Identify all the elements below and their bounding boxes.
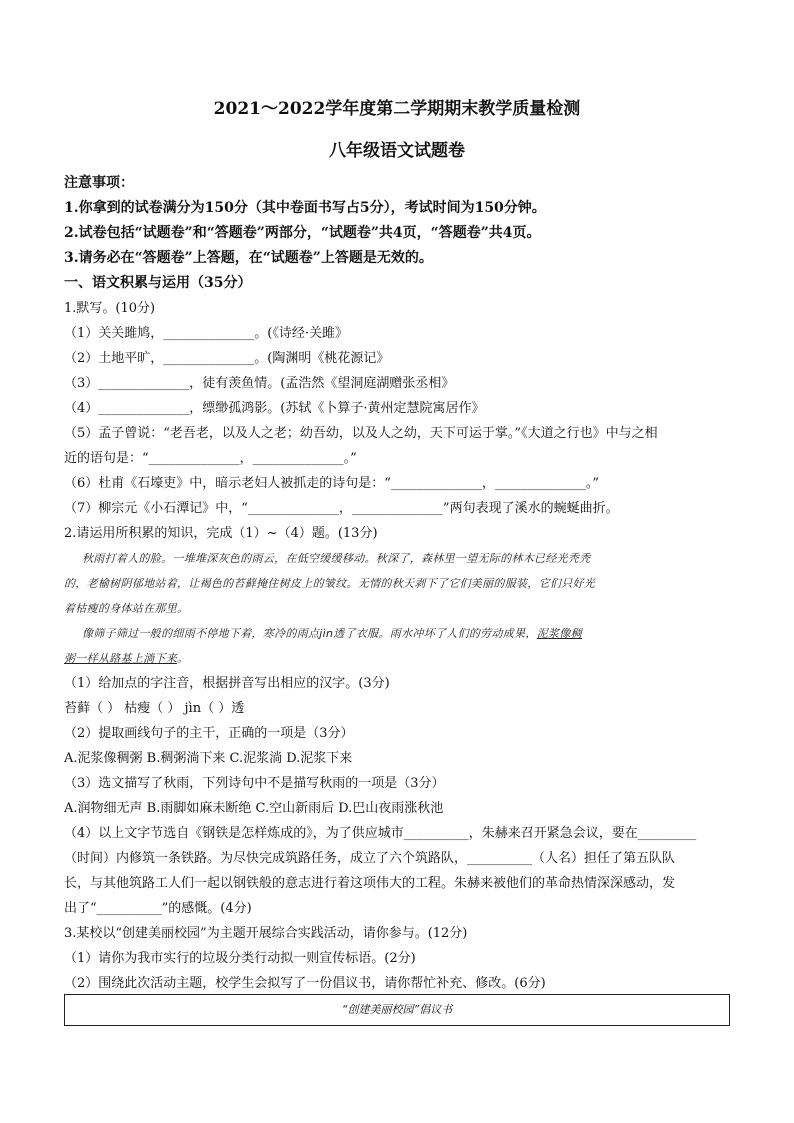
q2-sub-4a: （4）以上文字节选自《钢铁是怎样炼成的》，为了供应城市__________，朱赫来召开紧急会议，要在_________ <box>64 826 697 841</box>
passage-line: 秋雨打着人的脸。一堆堆深灰色的雨云，在低空缓缓移动。秋深了，森林里一望无际的林木已经光秃秃 <box>82 552 591 565</box>
q1-line-3: （3）______________，徒有羡鱼情。(孟浩然《望洞庭湖赠张丞相》 <box>64 376 455 391</box>
exam-subtitle: 八年级语文试题卷 <box>329 141 465 161</box>
q2-sub-2-options: A.泥浆像稠粥 B.稠粥淌下来 C.泥浆淌 D.泥浆下来 <box>64 751 353 766</box>
underlined-sentence: 泥浆像稠 <box>536 627 582 640</box>
note-1: 1.你拿到的试卷满分为150分（其中卷面书写占5分），考试时间为150分钟。 <box>64 200 546 216</box>
q2-stem: 2.请运用所积累的知识，完成（1）~（4）题。(13分) <box>64 526 378 541</box>
q3-sub-1: （1）请你为我市实行的垃圾分类行动拟一则宣传标语。(2分) <box>64 951 416 966</box>
q2-sub-1-items: 苔藓（ ） 枯瘦（ ） jìn（ ）透 <box>64 701 245 716</box>
q2-sub-1: （1）给加点的字注音，根据拼音写出相应的汉字。(3分) <box>64 676 390 691</box>
q2-sub-3: （3）选文描写了秋雨，下列诗句中不是描写秋雨的一项是（3分） <box>64 776 445 791</box>
passage-line: 着枯瘦的身体站在那里。 <box>64 602 189 615</box>
q2-sub-3-options: A.润物细无声 B.雨脚如麻未断绝 C.空山新雨后 D.巴山夜雨涨秋池 <box>64 801 444 816</box>
passage-line: 的，老榆树阴郁地站着，让褐色的苔藓掩住树皮上的皱纹。无情的秋天剥下了它们美丽的服装，它们只好光 <box>64 577 596 590</box>
q2-sub-4b: （时间）内修筑一条铁路。为尽快完成筑路任务，成立了六个筑路队，__________（人名）担任了第五队队 <box>64 851 676 866</box>
q3-sub-2: （2）围绕此次活动主题，校学生会拟写了一份倡议书，请你帮忙补充、修改。(6分) <box>64 976 546 991</box>
q1-line-5b: 近的语句是：“______________，______________。” <box>64 451 357 466</box>
q1-line-2: （2）土地平旷，______________。(陶渊明《桃花源记》 <box>64 351 390 366</box>
q3-stem: 3.某校以“创建美丽校园”为主题开展综合实践活动，请你参与。(12分) <box>64 926 468 941</box>
note-2: 2.试卷包括“试题卷”和“答题卷”两部分，“试题卷”共4页，“答题卷”共4页。 <box>64 225 541 241</box>
q2-sub-2: （2）提取画线句子的主干，正确的一项是（3分） <box>64 726 354 741</box>
proposal-title: “创建美丽校园”倡议书 <box>341 1003 453 1016</box>
proposal-box <box>64 994 730 1026</box>
passage-line <box>82 625 582 643</box>
q1-line-5a: （5）孟子曾说：“老吾老，以及人之老；幼吾幼，以及人之幼，天下可运于掌。”《大道之行也》中与之相 <box>64 426 658 441</box>
passage-text: 像筛子筛过一般的细雨不停地下着，寒冷的雨点jìn透了衣服。雨水冲坏了人们的劳动成果， <box>82 627 537 640</box>
q1-line-4: （4）______________，缥缈孤鸿影。(苏轼《卜算子·黄州定慧院寓居作》 <box>64 401 485 416</box>
notes-heading: 注意事项： <box>64 175 134 191</box>
q1-line-6: （6）杜甫《石壕吏》中，暗示老妇人被抓走的诗句是：“______________，______________。” <box>64 476 600 491</box>
passage-line <box>64 650 188 668</box>
q1-line-1: （1）关关雎鸠，______________。(《诗经·关雎》 <box>64 326 348 341</box>
passage-text: 。 <box>177 652 189 665</box>
underlined-sentence: 粥一样从路基上淌下来 <box>64 652 177 665</box>
note-3: 3.请务必在“答题卷”上答题，在“试题卷”上答题是无效的。 <box>64 250 433 266</box>
q1-line-7: （7）柳宗元《小石潭记》中，“______________，______________”两句表现了溪水的蜿蜒曲折。 <box>64 501 619 516</box>
q1-stem: 1.默写。(10分) <box>64 301 156 316</box>
q2-sub-4c: 长，与其他筑路工人们一起以钢铁般的意志进行着这项伟大的工程。朱赫来被他们的革命热情深深感动，发 <box>64 876 676 891</box>
q2-sub-4d: 出了“__________”的感慨。(4分) <box>64 901 252 916</box>
section-heading: 一、语文积累与运用（35分） <box>64 275 252 291</box>
exam-title: 2021～2022学年度第二学期期末教学质量检测 <box>213 99 581 119</box>
